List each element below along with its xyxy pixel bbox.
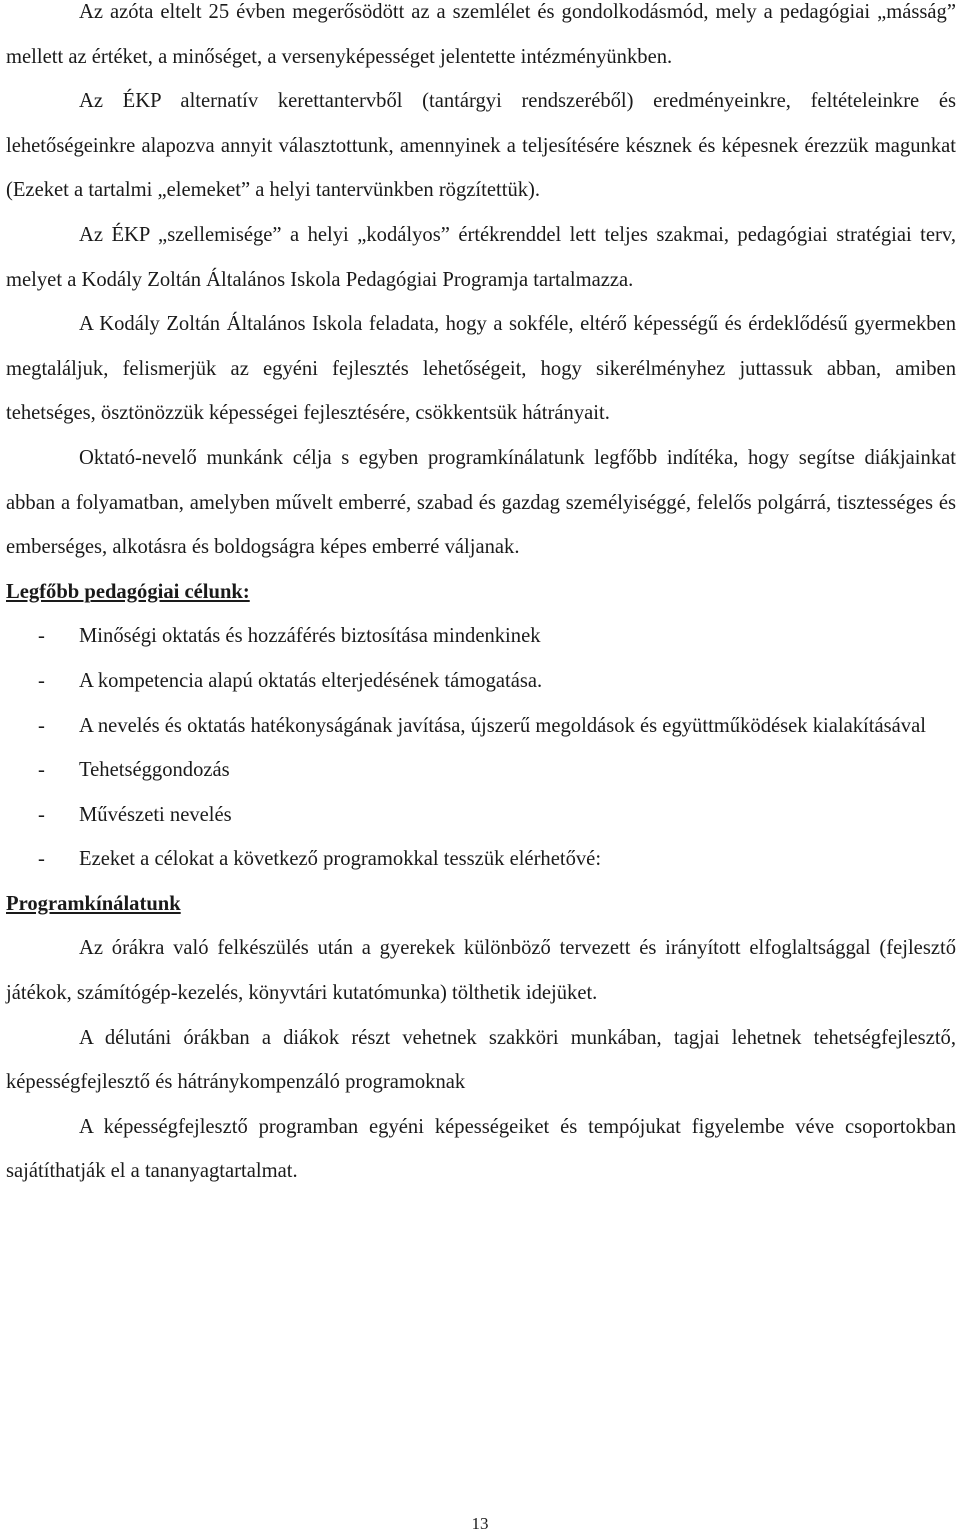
list-item	[6, 793, 956, 838]
list-dash: -	[38, 848, 45, 871]
paragraph-after-lessons: Az órákra való felkészülés után a gyerekek különböző tervezett és irányított elfoglaltsággal (fejlesztő játékok, számítógép-kezelés, könyvtári kutatómunka) tölthetik idejüket.	[6, 937, 956, 1005]
list-dash: -	[38, 714, 45, 737]
paragraph-school-task: A Kodály Zoltán Általános Iskola feladata, hogy a sokféle, eltérő képességű és érdeklődésű gyermekben megtaláljuk, felismerjük az egyéni fejlesztés lehetőségeit, hogy sikerélményhez juttassuk abban, amiben tehetséges, ösztönözzük képességei fejlesztésére, csökkentsük hátrányait.	[6, 313, 956, 425]
list-item-text: A nevelés és oktatás hatékonyságának javítása, újszerű megoldások és együttműködések kialakításával	[79, 714, 926, 737]
goals-list	[6, 614, 956, 882]
paragraph-educational-aim: Oktató-nevelő munkánk célja s egyben programkínálatunk legfőbb indítéka, hogy segítse diákjainkat abban a folyamatban, amelyben művelt emberré, szabad és gazdag személyiséggé, felelős polgárrá, tisztességes és emberséges, alkotásra és boldogságra képes emberré váljanak.	[6, 446, 956, 559]
list-item	[6, 837, 956, 882]
page-number: 13	[471, 1514, 489, 1533]
list-item	[6, 704, 956, 749]
list-dash: -	[38, 669, 45, 692]
list-item-text: Tehetséggondozás	[79, 759, 230, 782]
list-item-text: Minőségi oktatás és hozzáférés biztosítása mindenkinek	[79, 625, 541, 648]
paragraph-afternoon-activities: A délutáni órákban a diákok részt vehetnek szakköri munkában, tagjai lehetnek tehetségfejlesztő, képességfejlesztő és hátránykompenzáló programoknak	[6, 1026, 956, 1094]
program-heading: Programkínálatunk	[6, 892, 181, 915]
list-item-text: Ezeket a célokat a következő programokkal tesszük elérhetővé:	[79, 848, 602, 871]
list-dash: -	[38, 759, 45, 782]
paragraph-ekp-curriculum: Az ÉKP alternatív kerettantervből (tantárgyi rendszeréből) eredményeinkre, feltételeinkre és lehetőségeinkre alapozva annyit választottunk, amennyinek a teljesítésére késznek és képesnek érezzük magunkat (Ezeket a tartalmi „elemeket” a helyi tantervünkben rögzítettük).	[6, 90, 956, 202]
list-item-text: A kompetencia alapú oktatás elterjedésének támogatása.	[79, 669, 543, 692]
list-item	[6, 748, 956, 793]
list-dash: -	[38, 625, 45, 648]
paragraph-intro: Az azóta eltelt 25 évben megerősödött az a szemlélet és gondolkodásmód, mely a pedagógiai „másság” mellett az értéket, a minőséget, a versenyképességet jelentette intézményünkben.	[6, 1, 956, 68]
paragraph-skill-development: A képességfejlesztő programban egyéni képességeiket és tempójukat figyelembe véve csoportokban sajátíthatják el a tananyagtartalmat.	[6, 1115, 956, 1183]
goals-heading: Legfőbb pedagógiai célunk:	[6, 580, 250, 603]
paragraph-ekp-spirit: Az ÉKP „szellemisége” a helyi „kodályos” értékrenddel lett teljes szakmai, pedagógiai stratégiai terv, melyet a Kodály Zoltán Általános Iskola Pedagógiai Programja tartalmazza.	[6, 223, 956, 291]
list-item-text: Művészeti nevelés	[79, 803, 232, 826]
page-body	[6, 0, 956, 1194]
list-item	[6, 614, 956, 659]
list-dash: -	[38, 803, 45, 826]
list-item	[6, 659, 956, 704]
